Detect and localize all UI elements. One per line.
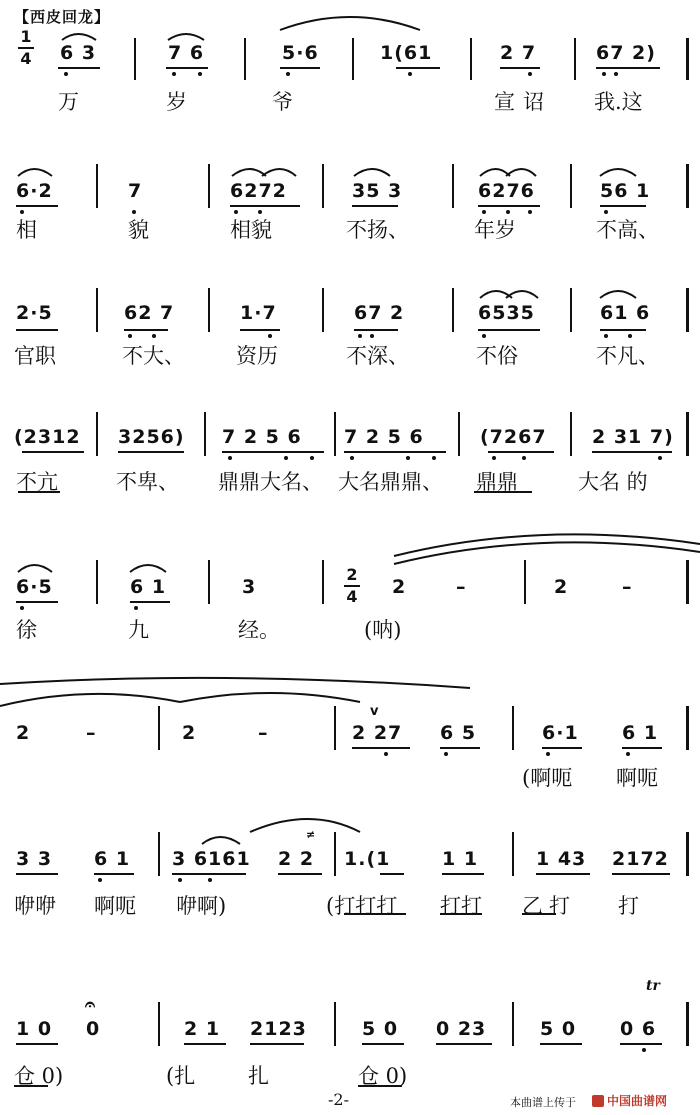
lyric: 官职 xyxy=(14,344,56,368)
slur xyxy=(480,169,510,176)
lyric: 不高、 xyxy=(596,218,659,242)
octave-dot xyxy=(604,334,608,338)
lyric: 仓 0) xyxy=(358,1064,408,1088)
dash-extension: – xyxy=(622,576,632,598)
octave-dot xyxy=(642,1048,646,1052)
lyric: 爷 xyxy=(272,90,293,114)
note-group: 7 6 xyxy=(168,42,205,64)
note-group: 3 3 xyxy=(16,848,53,870)
lyric: 打打 xyxy=(440,894,482,918)
lyric: 不亢 xyxy=(16,470,58,494)
slur xyxy=(18,169,52,176)
octave-dot xyxy=(370,334,374,338)
note-group: 2·5 xyxy=(16,302,53,324)
lyric: 经。 xyxy=(238,618,280,642)
note-group: 1(61 xyxy=(380,42,433,64)
note-group: 0 xyxy=(86,1018,101,1040)
note-group: 6 5 xyxy=(440,722,477,744)
note-group: 2 1 xyxy=(184,1018,221,1040)
slur xyxy=(0,694,180,706)
note-group: 6 1 xyxy=(130,576,167,598)
note-group: 2 2 xyxy=(278,848,315,870)
slur xyxy=(0,678,470,688)
lyric: 九 xyxy=(128,618,149,642)
note-group: 1.(1 xyxy=(344,848,391,870)
lyric: 大名 的 xyxy=(578,470,648,494)
slur xyxy=(600,169,636,176)
slur xyxy=(506,169,536,176)
note-group: 2 xyxy=(554,576,569,598)
note-group: 2 xyxy=(182,722,197,744)
note-group: 67 2 xyxy=(354,302,405,324)
lyric: 打 xyxy=(618,894,639,918)
lyric: 仓 0) xyxy=(14,1064,64,1088)
note-group: (2312 xyxy=(14,426,81,448)
lyric: 不大、 xyxy=(122,344,185,368)
lyric: 啊呃 xyxy=(616,766,658,790)
slur xyxy=(62,34,96,40)
note-group: 6535 xyxy=(478,302,535,324)
octave-dot xyxy=(482,210,486,214)
fermata-icon: 𝄐 xyxy=(85,994,96,1015)
footer-upload-text: 本曲谱上传于 xyxy=(510,1096,576,1109)
lyric: 啊呃 xyxy=(94,894,136,918)
slur xyxy=(168,34,204,40)
octave-dot xyxy=(546,752,550,756)
octave-dot xyxy=(614,72,618,76)
note-group: 3256) xyxy=(118,426,185,448)
time-signature-numerator: 1 xyxy=(20,27,32,46)
dash-extension: – xyxy=(456,576,466,598)
lyric: (啊呃 xyxy=(522,766,573,790)
octave-dot xyxy=(384,752,388,756)
tremolo-mark: ≠ xyxy=(306,828,316,841)
octave-dot xyxy=(522,456,526,460)
note-group: 1 0 xyxy=(16,1018,53,1040)
lyric: 不卑、 xyxy=(116,470,179,494)
octave-dot xyxy=(604,210,608,214)
lyric: 鼎鼎 xyxy=(476,470,518,494)
octave-dot xyxy=(482,334,486,338)
note-group: 6276 xyxy=(478,180,535,202)
lyric: 相 xyxy=(16,218,37,242)
note-group: 67 2) xyxy=(596,42,656,64)
octave-dot xyxy=(492,456,496,460)
lyric: 乙打 xyxy=(522,894,576,918)
octave-dot xyxy=(528,210,532,214)
octave-dot xyxy=(98,878,102,882)
slur xyxy=(202,837,240,844)
breath-mark: v xyxy=(370,704,379,719)
note-group: 6272 xyxy=(230,180,287,202)
octave-dot xyxy=(132,210,136,214)
note-group: 5 0 xyxy=(540,1018,577,1040)
dash-extension: – xyxy=(86,722,96,744)
time-signature-numerator: 2 xyxy=(346,565,358,584)
lyric: 资历 xyxy=(236,344,278,368)
octave-dot xyxy=(208,878,212,882)
octave-dot xyxy=(198,72,202,76)
note-group: 35 3 xyxy=(352,180,403,202)
note-group: 0 6 xyxy=(620,1018,657,1040)
dash-extension: – xyxy=(258,722,268,744)
note-group: 2 31 7) xyxy=(592,426,674,448)
note-group: 3 6161 xyxy=(172,848,251,870)
octave-dot xyxy=(310,456,314,460)
note-group: 5 0 xyxy=(362,1018,399,1040)
note-group: 2 27 xyxy=(352,722,403,744)
note-group: 6·2 xyxy=(16,180,53,202)
octave-dot xyxy=(284,456,288,460)
note-group: 5·6 xyxy=(282,42,319,64)
note-group: 6 3 xyxy=(60,42,97,64)
note-group: 6 1 xyxy=(622,722,659,744)
octave-dot xyxy=(258,210,262,214)
site-name: 中国曲谱网 xyxy=(607,1094,668,1108)
note-group: 2172 xyxy=(612,848,669,870)
lyric: 扎 xyxy=(248,1064,269,1088)
lyric: 万 xyxy=(58,90,79,114)
lyric: 不深、 xyxy=(346,344,409,368)
octave-dot xyxy=(626,752,630,756)
lyric: 大名鼎鼎、 xyxy=(338,470,443,494)
slur xyxy=(262,169,296,176)
note-group: 7 xyxy=(128,180,143,202)
octave-dot xyxy=(20,210,24,214)
octave-dot xyxy=(444,752,448,756)
lyric: 不凡、 xyxy=(596,344,659,368)
octave-dot xyxy=(268,334,272,338)
note-group: 2 7 xyxy=(500,42,537,64)
octave-dot xyxy=(64,72,68,76)
lyric: 不俗 xyxy=(476,344,518,368)
lyric: (呐) xyxy=(364,618,402,642)
note-group: 56 1 xyxy=(600,180,651,202)
lyric: 徐 xyxy=(16,618,37,642)
lyric: 鼎鼎大名、 xyxy=(218,470,323,494)
octave-dot xyxy=(506,210,510,214)
octave-dot xyxy=(20,606,24,610)
note-group: 7 2 5 6 xyxy=(222,426,302,448)
note-group: 3 xyxy=(242,576,257,598)
note-group: 62 7 xyxy=(124,302,175,324)
octave-dot xyxy=(528,72,532,76)
octave-dot xyxy=(602,72,606,76)
note-group: 1 1 xyxy=(442,848,479,870)
octave-dot xyxy=(134,606,138,610)
slur xyxy=(280,17,420,30)
note-group: 2 xyxy=(392,576,407,598)
site-logo-icon xyxy=(592,1095,604,1107)
slur xyxy=(232,169,266,176)
note-group: 1 43 xyxy=(536,848,587,870)
slur xyxy=(130,565,166,572)
time-signature-denominator: 4 xyxy=(20,49,32,68)
lyric: 咿咿 xyxy=(14,894,56,918)
slur xyxy=(354,169,390,176)
octave-dot xyxy=(350,456,354,460)
note-group: 61 6 xyxy=(600,302,651,324)
octave-dot xyxy=(432,456,436,460)
note-group: 2123 xyxy=(250,1018,307,1040)
octave-dot xyxy=(228,456,232,460)
slur xyxy=(600,291,636,298)
lyric: 不扬、 xyxy=(346,218,409,242)
octave-dot xyxy=(286,72,290,76)
lyric: (扎 xyxy=(166,1064,196,1088)
note-group: 6 1 xyxy=(94,848,131,870)
octave-dot xyxy=(658,456,662,460)
lyric: (打打打 xyxy=(326,894,398,918)
note-group: 6·1 xyxy=(542,722,579,744)
octave-dot xyxy=(408,72,412,76)
site-logo[interactable] xyxy=(592,1092,667,1109)
lyric: 我.这 xyxy=(594,90,643,114)
octave-dot xyxy=(152,334,156,338)
lyric: 年岁 xyxy=(474,218,516,242)
page-number: -2- xyxy=(328,1090,349,1109)
lyric: 貌 xyxy=(128,218,149,242)
tune-type-tag: 【西皮回龙】 xyxy=(14,8,111,26)
note-group: 6·5 xyxy=(16,576,53,598)
trill-mark: tr xyxy=(646,978,660,994)
note-group: (7267 xyxy=(480,426,547,448)
lyric: 相貌 xyxy=(230,218,272,242)
slur xyxy=(180,693,360,702)
octave-dot xyxy=(358,334,362,338)
octave-dot xyxy=(172,72,176,76)
slur xyxy=(394,534,700,556)
lyric: 岁 xyxy=(166,90,187,114)
note-group: 0 23 xyxy=(436,1018,487,1040)
octave-dot xyxy=(178,878,182,882)
lyric: 咿啊) xyxy=(176,894,227,918)
note-group: 1·7 xyxy=(240,302,277,324)
note-group: 7 2 5 6 xyxy=(344,426,424,448)
slur xyxy=(18,565,52,572)
lyric: 宣诏 xyxy=(494,90,552,114)
octave-dot xyxy=(128,334,132,338)
octave-dot xyxy=(628,334,632,338)
octave-dot xyxy=(406,456,410,460)
slur xyxy=(250,819,360,832)
octave-dot xyxy=(234,210,238,214)
time-signature-denominator: 4 xyxy=(346,587,358,606)
note-group: 2 xyxy=(16,722,31,744)
